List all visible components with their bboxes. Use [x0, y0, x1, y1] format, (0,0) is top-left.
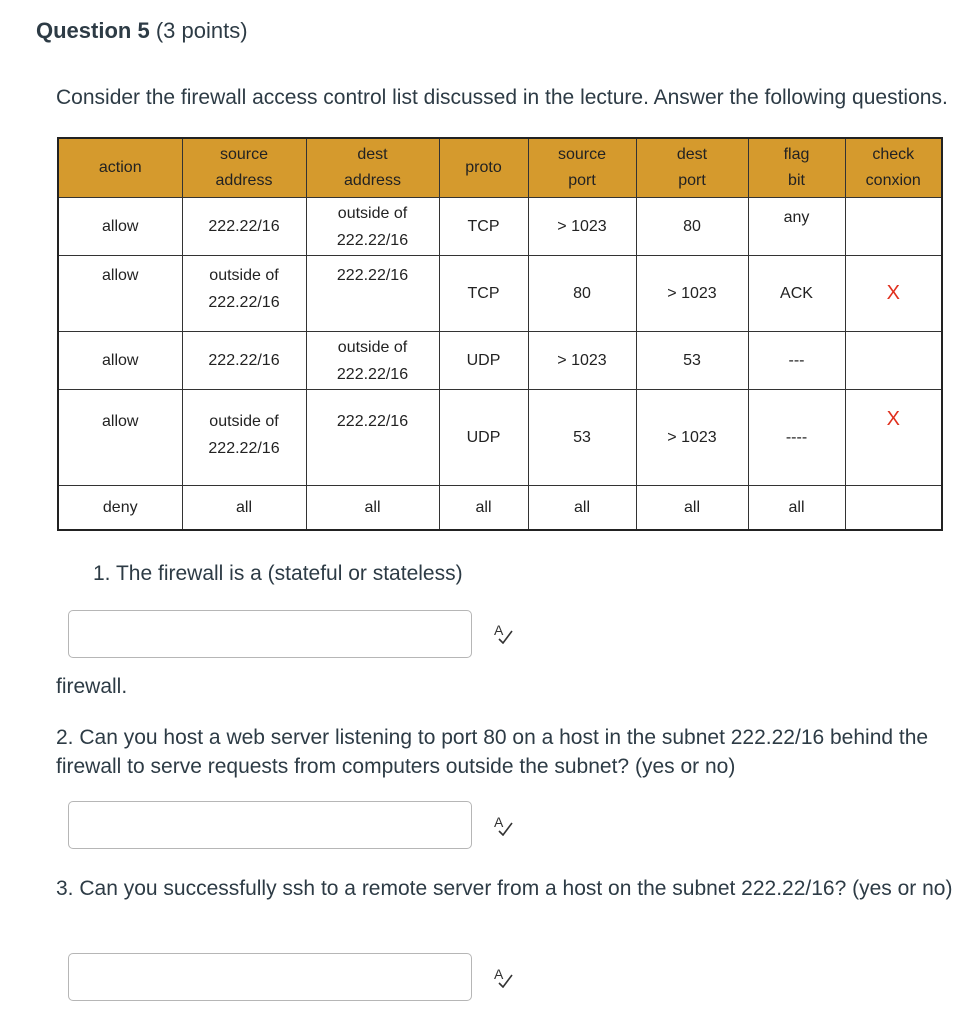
question-intro: Consider the firewall access control list discussed in the lecture. Answer the following questions. — [56, 86, 948, 109]
svg-text:A: A — [494, 966, 504, 982]
cell-check-conxion — [845, 198, 942, 256]
question-1-suffix: firewall. — [56, 675, 128, 698]
cell-action: allow — [58, 198, 182, 256]
header-action: action — [58, 138, 182, 198]
question-points: (3 points) — [155, 18, 248, 43]
cell-proto: TCP — [439, 198, 528, 256]
spellcheck-icon[interactable] — [492, 966, 514, 988]
answer-2-input[interactable] — [68, 801, 472, 849]
answer-1-input[interactable] — [68, 610, 472, 658]
cell-source-port: > 1023 — [528, 332, 636, 390]
cell-dest-port: 80 — [636, 198, 748, 256]
cell-source-port: 53 — [528, 390, 636, 486]
cell-check-conxion — [845, 332, 942, 390]
cell-source-port: 80 — [528, 256, 636, 332]
cell-dest-address: outside of 222.22/16 — [306, 198, 439, 256]
table-header-row — [58, 138, 942, 198]
header-dest-port: dest port — [636, 138, 748, 198]
cell-dest-address: outside of 222.22/16 — [306, 332, 439, 390]
table-row — [58, 198, 942, 256]
cell-dest-port: 53 — [636, 332, 748, 390]
header-source-address: source address — [182, 138, 306, 198]
cell-dest-address: all — [306, 486, 439, 530]
x-mark-icon: X — [845, 390, 942, 486]
cell-source-address: 222.22/16 — [182, 332, 306, 390]
x-mark-icon: X — [845, 256, 942, 332]
header-source-port: source port — [528, 138, 636, 198]
cell-action: allow — [58, 390, 182, 486]
table-row — [58, 390, 942, 486]
cell-action: deny — [58, 486, 182, 530]
question-3-text: 3. Can you successfully ssh to a remote server from a host on the subnet 222.22/16? (yes or no) — [56, 877, 953, 900]
cell-source-address: outside of 222.22/16 — [182, 256, 306, 332]
svg-text:A: A — [494, 622, 504, 638]
cell-dest-address: 222.22/16 — [306, 390, 439, 486]
question-number: Question 5 — [36, 18, 150, 43]
svg-text:A: A — [494, 814, 504, 830]
cell-dest-address: 222.22/16 — [306, 256, 439, 332]
cell-action: allow — [58, 256, 182, 332]
cell-proto: UDP — [439, 332, 528, 390]
question-1-text: 1. The firewall is a (stateful or stateless) — [93, 562, 463, 585]
spellcheck-icon[interactable] — [492, 622, 514, 644]
firewall-acl-table — [57, 137, 943, 531]
cell-proto: UDP — [439, 390, 528, 486]
table-row — [58, 256, 942, 332]
cell-flag-bit: all — [748, 486, 845, 530]
table-row — [58, 486, 942, 530]
cell-proto: TCP — [439, 256, 528, 332]
cell-dest-port: all — [636, 486, 748, 530]
table-row — [58, 332, 942, 390]
cell-source-address: 222.22/16 — [182, 198, 306, 256]
cell-action: allow — [58, 332, 182, 390]
cell-dest-port: > 1023 — [636, 390, 748, 486]
cell-flag-bit: ACK — [748, 256, 845, 332]
cell-source-port: > 1023 — [528, 198, 636, 256]
answer-3-input[interactable] — [68, 953, 472, 1001]
question-2-text: 2. Can you host a web server listening to port 80 on a host in the subnet 222.22/16 behind the firewall to serve requests from computers outside the subnet? (yes or no) — [56, 726, 929, 778]
header-flag-bit: flag bit — [748, 138, 845, 198]
spellcheck-icon[interactable] — [492, 814, 514, 836]
cell-source-port: all — [528, 486, 636, 530]
cell-check-conxion — [845, 486, 942, 530]
cell-flag-bit: any — [748, 198, 845, 256]
header-proto: proto — [439, 138, 528, 198]
question-heading — [36, 18, 248, 44]
cell-proto: all — [439, 486, 528, 530]
cell-flag-bit: --- — [748, 332, 845, 390]
header-check-conxion: check conxion — [845, 138, 942, 198]
cell-source-address: all — [182, 486, 306, 530]
cell-flag-bit: ---- — [748, 390, 845, 486]
header-dest-address: dest address — [306, 138, 439, 198]
cell-source-address: outside of 222.22/16 — [182, 390, 306, 486]
cell-dest-port: > 1023 — [636, 256, 748, 332]
